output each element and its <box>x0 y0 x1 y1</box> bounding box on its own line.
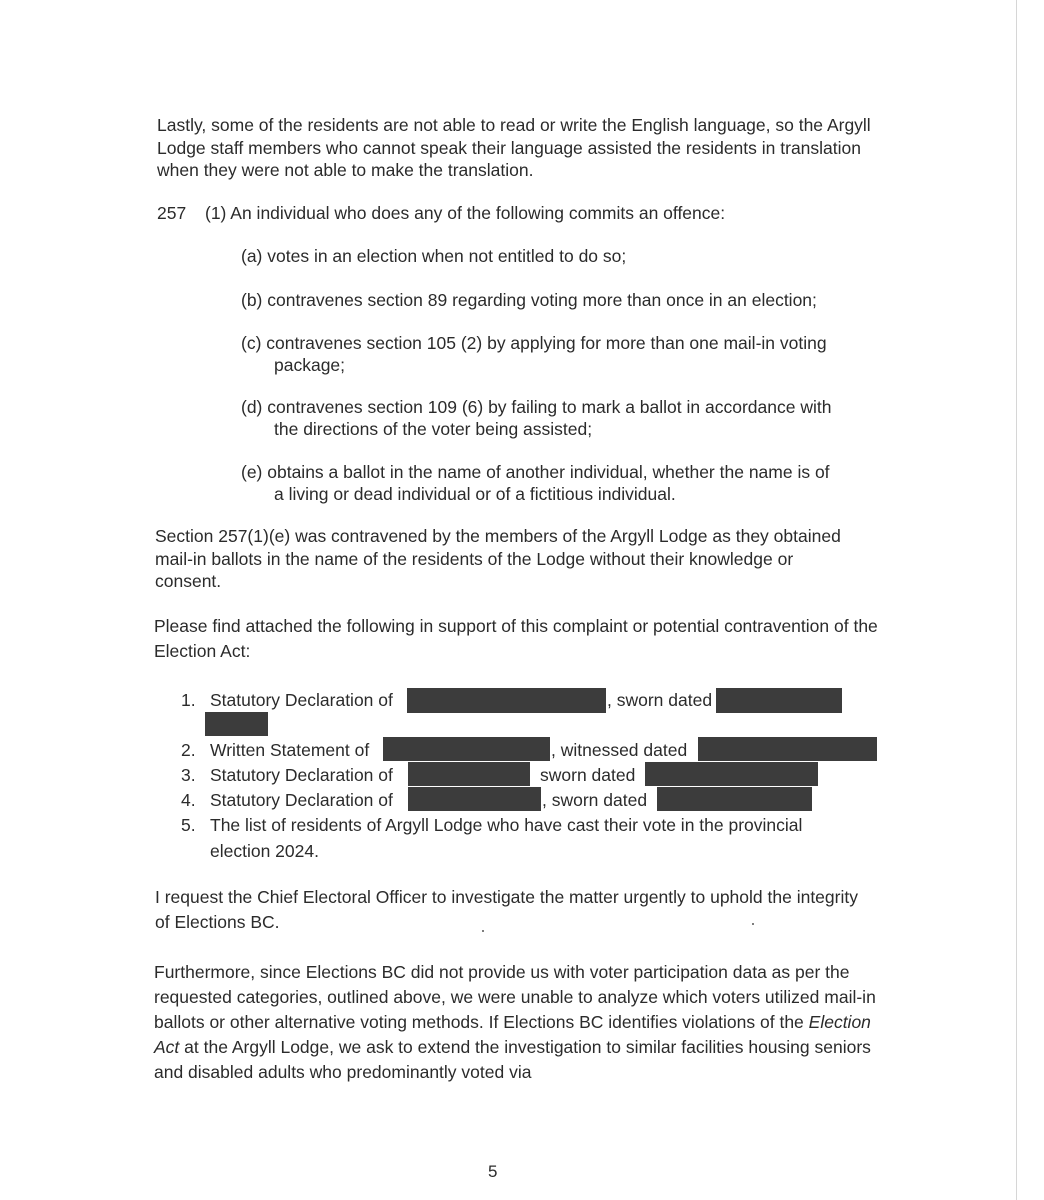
attachment-3 <box>181 764 393 786</box>
paragraph-intro: Lastly, some of the residents are not able to read or write the English language, so the Argyll Lodge staff members who cannot speak their language assisted the residents in translation when they were not able to make the translation. <box>157 115 871 180</box>
attachment-4-mid: , sworn dated <box>542 790 648 810</box>
attachment-3-label: Statutory Declaration of <box>210 765 393 785</box>
attachment-3-mid: sworn dated <box>540 765 636 785</box>
clause-b <box>241 289 901 311</box>
scan-speck <box>752 923 754 925</box>
attachment-5-label: The list of residents of Argyll Lodge who have cast their vote in the provincial <box>210 815 803 835</box>
clause-d <box>241 396 901 440</box>
attachment-1 <box>181 689 393 711</box>
attachment-1-mid: , sworn dated <box>607 690 713 710</box>
clause-a <box>241 245 901 267</box>
redaction-box <box>407 688 606 713</box>
attachment-4-label: Statutory Declaration of <box>210 790 393 810</box>
redaction-box <box>383 737 550 761</box>
page-number: 5 <box>488 1162 498 1181</box>
redaction-box <box>205 712 268 736</box>
attachment-2 <box>181 739 369 761</box>
clause-a-text: (a) votes in an election when not entitled to do so; <box>241 246 627 266</box>
redaction-box <box>408 787 541 811</box>
paragraph-further-italic: Election Act <box>154 1012 871 1057</box>
redaction-box <box>698 737 877 761</box>
attachment-2-number: 2. <box>181 740 196 760</box>
clause-c-line1: (c) contravenes section 105 (2) by applying for more than one mail-in voting <box>241 333 827 353</box>
paragraph-attached: Please find attached the following in support of this complaint or potential contravention of the Election Act: <box>154 616 878 661</box>
redaction-box <box>716 688 842 713</box>
clause-e <box>241 461 901 505</box>
paragraph-request: I request the Chief Electoral Officer to investigate the matter urgently to uphold the integrity of Elections BC. <box>155 887 858 932</box>
paragraph-contravened: Section 257(1)(e) was contravened by the members of the Argyll Lodge as they obtained mail-in ballots in the name of the residents of the Lodge without their knowledge or consent. <box>155 526 841 591</box>
attachment-2-label: Written Statement of <box>210 740 370 760</box>
section-number: 257 <box>157 203 187 223</box>
clause-c <box>241 332 901 376</box>
clause-c-line2: package; <box>274 355 346 375</box>
redaction-box <box>657 787 812 811</box>
clause-e-line1: (e) obtains a ballot in the name of another individual, whether the name is of <box>241 462 830 482</box>
clause-d-line1: (d) contravenes section 109 (6) by failing to mark a ballot in accordance with <box>241 397 832 417</box>
redaction-box <box>408 762 530 786</box>
attachment-3-number: 3. <box>181 765 196 785</box>
section-257-heading <box>157 202 725 224</box>
paragraph-further-before: Furthermore, since Elections BC did not provide us with voter participation data as per the requested categories, outlined above, we were unable to analyze which voters utilized mail-in ballots or other alternative voting methods. If Elections BC identifies violations of the <box>154 962 876 1032</box>
redaction-box <box>645 762 818 786</box>
scan-edge-line <box>1016 0 1017 1200</box>
attachment-1-label: Statutory Declaration of <box>210 690 393 710</box>
attachment-5-number: 5. <box>181 815 196 835</box>
clause-d-line2: the directions of the voter being assisted; <box>274 419 593 439</box>
scan-speck <box>482 930 484 932</box>
attachment-5 <box>181 814 802 836</box>
attachment-2-mid: , witnessed dated <box>551 740 688 760</box>
attachment-1-number: 1. <box>181 690 196 710</box>
clause-b-text: (b) contravenes section 89 regarding voting more than once in an election; <box>241 290 817 310</box>
attachment-4 <box>181 789 393 811</box>
clause-e-line2: a living or dead individual or of a fictitious individual. <box>274 484 676 504</box>
section-heading-text: (1) An individual who does any of the following commits an offence: <box>205 203 726 223</box>
paragraph-further <box>154 960 884 1085</box>
attachment-5-line2: election 2024. <box>210 841 319 861</box>
paragraph-further-after: at the Argyll Lodge, we ask to extend the investigation to similar facilities housing seniors and disabled adults who predominantly voted via <box>154 1037 871 1082</box>
attachment-4-number: 4. <box>181 790 196 810</box>
